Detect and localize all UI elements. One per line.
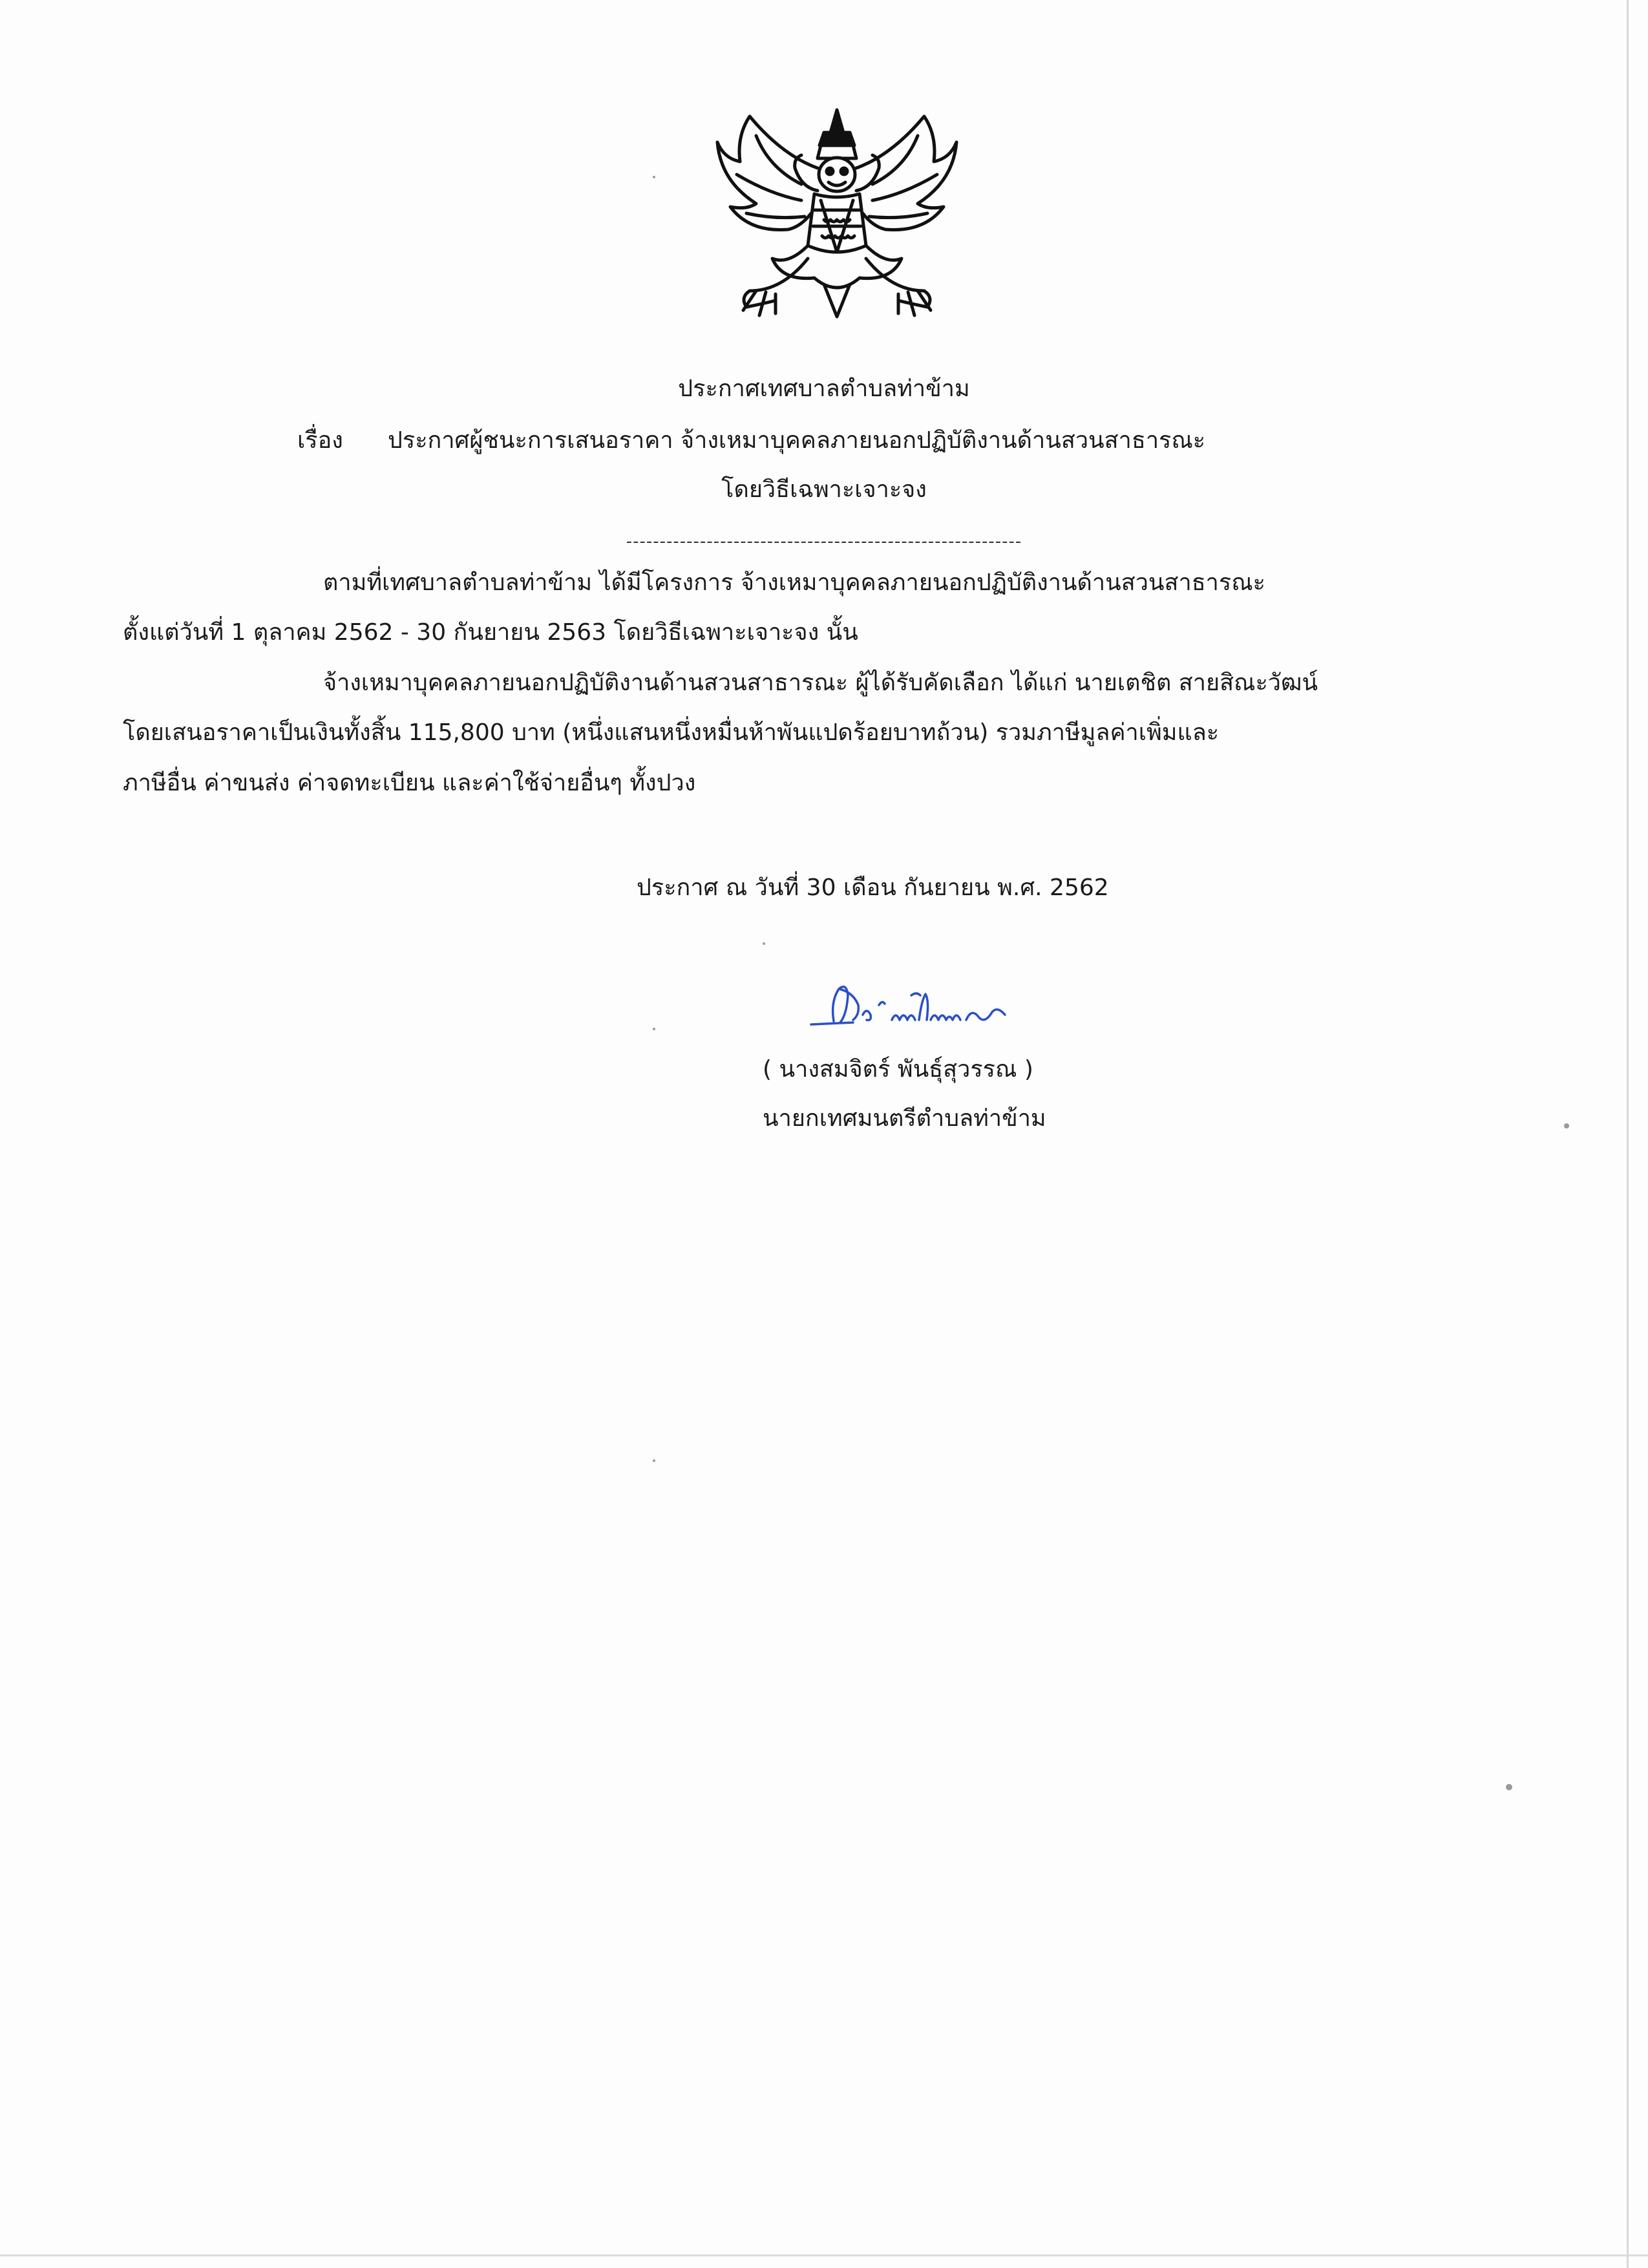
- dashed-divider: -----------------------------------------------------------: [626, 532, 1022, 551]
- garuda-emblem-icon: [711, 97, 963, 336]
- subject-text: ประกาศผู้ชนะการเสนอราคา จ้างเหมาบุคคลภายนอกปฏิบัติงานด้านสวนสาธารณะ: [388, 427, 1206, 454]
- scan-speck: [653, 1028, 655, 1030]
- scan-edge-right: [1627, 0, 1629, 2268]
- signer-position: นายกเทศมนตรีตำบลท่าข้าม: [763, 1105, 1046, 1132]
- scan-speck: [763, 942, 765, 945]
- handwritten-signature-icon: [808, 970, 1028, 1041]
- scan-speck: [1506, 1784, 1512, 1790]
- announcement-title: ประกาศเทศบาลตำบลท่าข้าม: [678, 376, 970, 402]
- body-paragraph-1-line-1: ตามที่เทศบาลตำบลท่าข้าม ได้มีโครงการ จ้างเหมาบุคคลภายนอกปฏิบัติงานด้านสวนสาธารณะ: [323, 569, 1265, 596]
- body-paragraph-1-line-2: ตั้งแต่วันที่ 1 ตุลาคม 2562 - 30 กันยายน 2563 โดยวิธีเฉพาะเจาะจง นั้น: [123, 619, 858, 646]
- subject-label: เรื่อง: [297, 427, 343, 454]
- scan-speck: [1564, 1123, 1569, 1129]
- scan-speck: [653, 176, 655, 178]
- announcement-date: ประกาศ ณ วันที่ 30 เดือน กันยายน พ.ศ. 2562: [637, 874, 1109, 901]
- body-paragraph-2-line-3: ภาษีอื่น ค่าขนส่ง ค่าจดทะเบียน และค่าใช้จ่ายอื่นๆ ทั้งปวง: [123, 770, 696, 796]
- scan-speck: [653, 1459, 655, 1462]
- scan-edge-bottom: [0, 2254, 1648, 2256]
- body-paragraph-2-line-1: จ้างเหมาบุคคลภายนอกปฏิบัติงานด้านสวนสาธารณะ ผู้ได้รับคัดเลือก ได้แก่ นายเตชิต สายสิณะวัฒน์: [323, 670, 1318, 696]
- signer-name: ( นางสมจิตร์ พันธุ์สุวรรณ ): [763, 1056, 1033, 1083]
- subject-row: [297, 425, 1205, 456]
- body-paragraph-2-line-2: โดยเสนอราคาเป็นเงินทั้งสิ้น 115,800 บาท (หนึ่งแสนหนึ่งหมื่นห้าพันแปดร้อยบาทถ้วน) รวมภาษีมูลค่าเพิ่มและ: [123, 719, 1220, 746]
- procurement-method: โดยวิธีเฉพาะเจาะจง: [721, 476, 927, 503]
